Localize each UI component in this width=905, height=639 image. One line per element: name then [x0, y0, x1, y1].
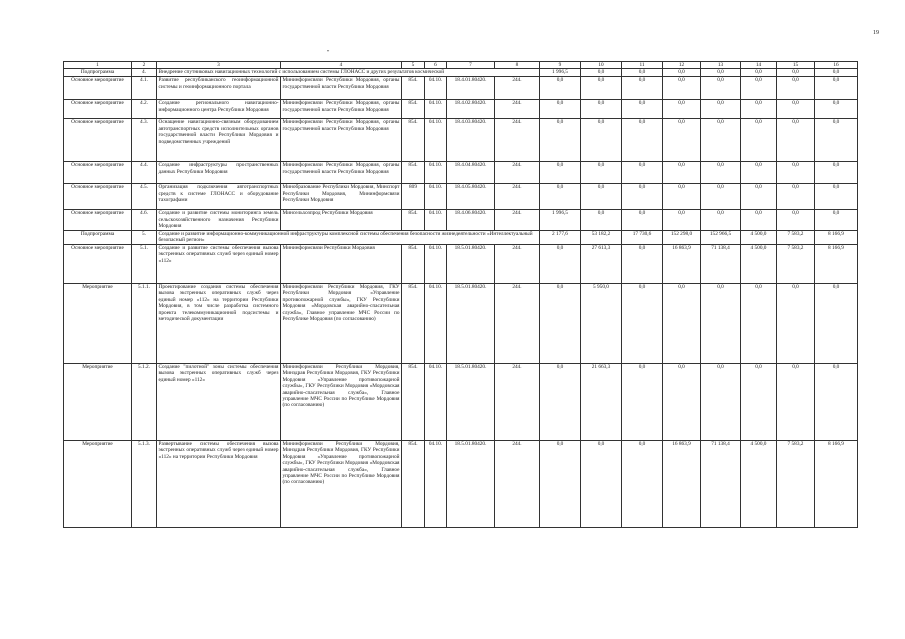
cell-c6: 04.10.: [425, 119, 447, 162]
header-cell: 3: [157, 62, 281, 69]
header-cell: 2: [132, 62, 157, 69]
cell-c6: 04.10.: [425, 244, 447, 283]
cell-c1: Основное мероприятие: [64, 162, 132, 184]
cell-c7: 18.5.01.80420.: [447, 363, 495, 440]
cell-c12: 0,0: [663, 119, 701, 162]
header-cell: 14: [741, 62, 777, 69]
header-cell: 15: [777, 62, 815, 69]
cell-c4: Мининформсвязи Республики Мордовия, органы государственной власти Республики Мордовия: [281, 77, 402, 100]
header-cell: 5: [402, 62, 425, 69]
cell-c10: 0,0: [581, 184, 622, 210]
cell-c14: 0,0: [741, 69, 777, 77]
cell-c8: 244.: [495, 210, 540, 230]
cell-c3: Оснащение навигационно-связным оборудованием автотранспортных средств исполнительных органов государственной власти Республики Мордовия и подведомственных учреждений: [157, 119, 281, 162]
cell-c16: 0,0: [815, 363, 858, 440]
cell-c5: 854.: [402, 77, 425, 100]
cell-c9: 0,0: [540, 283, 581, 363]
cell-c5: 809: [402, 184, 425, 210]
cell-c12: 16 863,9: [663, 244, 701, 283]
cell-c5: 854.: [402, 119, 425, 162]
table-row: [64, 162, 858, 184]
cell-c4: Минсельхозпрод Республики Мордовия: [281, 210, 402, 230]
cell-c10: 0,0: [581, 210, 622, 230]
cell-c10: 0,0: [581, 69, 622, 77]
cell-c3: Проектирование создания системы обеспечения вызова экстренных оперативных служб через единый номер «112» на территории Республики Мордовия, в том числе разработка системного проекта телекоммуникационной подсистемы и методической документации: [157, 283, 281, 363]
header-cell: 10: [581, 62, 622, 69]
cell-c14: 0,0: [741, 283, 777, 363]
cell-c2: 4.2.: [132, 100, 157, 119]
cell-c4: Мининформсвязи Республики Мордовия, ГКУ Республики Мордовия «Управление противопожарной службы», ГКУ Республики Мордовия «Мордовская аварийно-спасательная служба», Главное управление МЧС России по Республике Мордовия (по согласованию): [281, 283, 402, 363]
cell-c6: 04.10.: [425, 100, 447, 119]
cell-c13: 0,0: [701, 100, 741, 119]
cell-c2: 4.1.: [132, 77, 157, 100]
cell-c4: Минобразование Республики Мордовия, Минспорт Республики Мордовия, Мининформсвязи Республики Мордовия: [281, 184, 402, 210]
cell-c1: Мероприятие: [64, 363, 132, 440]
cell-c6: 04.10.: [425, 283, 447, 363]
cell-c12: 0,0: [663, 77, 701, 100]
cell-c1: Мероприятие: [64, 283, 132, 363]
table-row: [64, 100, 858, 119]
cell-c10: 0,0: [581, 162, 622, 184]
cell-c2: 5.1.3.: [132, 440, 157, 527]
header-cell: 11: [622, 62, 663, 69]
cell-c14: 0,0: [741, 363, 777, 440]
header-cell: 9: [540, 62, 581, 69]
cell-c16: 0,0: [815, 184, 858, 210]
cell-c12: 0,0: [663, 69, 701, 77]
table-row: [64, 283, 858, 363]
cell-c13: 0,0: [701, 162, 741, 184]
cell-c13: 0,0: [701, 283, 741, 363]
cell-c12: 152 298,0: [663, 230, 701, 244]
cell-c4: Мининформсвязи Республики Мордовия, Минздрав Республики Мордовия, ГКУ Республики Мордовия «Управление противопожарной службы», ГКУ Республики Мордовия «Мордовская аварийно-спасательная служба», Главное управление МЧС России по Республике Мордовия (по согласованию): [281, 363, 402, 440]
cell-c9: 0,0: [540, 363, 581, 440]
cell-c16: 0,0: [815, 162, 858, 184]
cell-c16: 8 166,9: [815, 440, 858, 527]
cell-c1: Мероприятие: [64, 440, 132, 527]
cell-c15: 0,0: [777, 119, 815, 162]
cell-c6: 04.10.: [425, 162, 447, 184]
cell-c15: 0,0: [777, 283, 815, 363]
cell-c16: 0,0: [815, 283, 858, 363]
cell-c12: 0,0: [663, 184, 701, 210]
cell-c5: 854.: [402, 100, 425, 119]
cell-c16: 0,0: [815, 100, 858, 119]
cell-c9: 0,0: [540, 440, 581, 527]
cell-c7: 18.5.01.80420.: [447, 244, 495, 283]
cell-c3: Организация подключения автотранспортных средств к системе ГЛОНАСС и оборудование тахографами: [157, 184, 281, 210]
cell-c11: 0,0: [622, 283, 663, 363]
table-row: [64, 440, 858, 527]
cell-c15: 7 583,2: [777, 440, 815, 527]
cell-c12: 0,0: [663, 210, 701, 230]
cell-c8: 244.: [495, 100, 540, 119]
budget-table: [63, 61, 858, 528]
cell-c13: 0,0: [701, 77, 741, 100]
cell-c2: 4.4.: [132, 162, 157, 184]
cell-c11: 0,0: [622, 210, 663, 230]
cell-c2: 4.5.: [132, 184, 157, 210]
cell-c6: 04.10.: [425, 440, 447, 527]
cell-c11: 0,0: [622, 184, 663, 210]
cell-c7: 18.4.06.80420.: [447, 210, 495, 230]
cell-c12: 0,0: [663, 100, 701, 119]
cell-c2: 4.6.: [132, 210, 157, 230]
cell-c5: 854.: [402, 162, 425, 184]
cell-c7: 18.4.05.80420.: [447, 184, 495, 210]
cell-c14: 0,0: [741, 119, 777, 162]
cell-c11: 0,0: [622, 244, 663, 283]
cell-c2: 5.1.1.: [132, 283, 157, 363]
scan-mark: ": [327, 50, 330, 56]
cell-c11: 0,0: [622, 77, 663, 100]
cell-c9: 1 996,5: [540, 210, 581, 230]
header-cell: 6: [425, 62, 447, 69]
cell-c15: 0,0: [777, 77, 815, 100]
table-row: [64, 69, 858, 77]
cell-c7: 18.4.03.80420.: [447, 119, 495, 162]
cell-c8: 244.: [495, 363, 540, 440]
cell-c1: Основное мероприятие: [64, 119, 132, 162]
cell-c15: 0,0: [777, 184, 815, 210]
cell-c7: 18.4.04.80420.: [447, 162, 495, 184]
cell-c14: 0,0: [741, 77, 777, 100]
cell-c1: Подпрограмма: [64, 69, 132, 77]
cell-c11: 0,0: [622, 69, 663, 77]
cell-c5: 854.: [402, 283, 425, 363]
cell-c4: Мининформсвязи Республики Мордовия, Минздрав Республики Мордовия, ГКУ Республики Мордовия «Управление противопожарной службы», ГКУ Республики Мордовия «Мордовская аварийно-спасательная служба», Главное управление МЧС России по Республике Мордовия (по согласованию): [281, 440, 402, 527]
cell-c3: Развертывание системы обеспечения вызова экстренных оперативных служб через единый номер «112» на территории Республики Мордовия: [157, 440, 281, 527]
cell-c5: 854.: [402, 210, 425, 230]
cell-c1: Основное мероприятие: [64, 244, 132, 283]
cell-c9: 2 177,6: [540, 230, 581, 244]
table-row: [64, 230, 858, 244]
page-number: 19: [873, 30, 879, 36]
cell-c11: 0,0: [622, 119, 663, 162]
cell-c9: 0,0: [540, 244, 581, 283]
cell-c1: Основное мероприятие: [64, 210, 132, 230]
cell-c9: 1 996,5: [540, 69, 581, 77]
cell-c5: 854.: [402, 440, 425, 527]
cell-c9: 0,0: [540, 119, 581, 162]
cell-c16: 8 166,9: [815, 244, 858, 283]
cell-c16: 0,0: [815, 210, 858, 230]
cell-c15: 0,0: [777, 162, 815, 184]
header-cell: 8: [495, 62, 540, 69]
cell-c11: 0,0: [622, 162, 663, 184]
cell-c3: Создание инфраструктуры пространственных данных Республики Мордовия: [157, 162, 281, 184]
cell-c13: 0,0: [701, 184, 741, 210]
cell-c1: Подпрограмма: [64, 230, 132, 244]
cell-c10: 27 613,3: [581, 244, 622, 283]
cell-c15: 0,0: [777, 363, 815, 440]
cell-c3: Создание "пилотной" зоны системы обеспечения вызова экстренных оперативных служб через единый номер «112»: [157, 363, 281, 440]
cell-c6: 04.10.: [425, 184, 447, 210]
cell-c1: Основное мероприятие: [64, 77, 132, 100]
cell-span_text: Создание и развитие информационно-коммуникационной инфраструктуры комплексной системы обеспечения безопасности жизнедеятельности «Интеллектуальный безопасный регион»: [157, 230, 540, 244]
cell-c12: 0,0: [663, 363, 701, 440]
table-row: [64, 184, 858, 210]
cell-c8: 244.: [495, 244, 540, 283]
cell-span_text: Внедрение спутниковых навигационных технологий с использованием системы ГЛОНАСС и других результатов космической: [157, 69, 540, 77]
table-row: [64, 210, 858, 230]
cell-c14: 4 500,0: [741, 230, 777, 244]
cell-c14: 0,0: [741, 162, 777, 184]
header-cell: 16: [815, 62, 858, 69]
cell-c13: 0,0: [701, 119, 741, 162]
header-cell: 12: [663, 62, 701, 69]
cell-c13: 0,0: [701, 363, 741, 440]
cell-c6: 04.10.: [425, 77, 447, 100]
cell-c15: 0,0: [777, 100, 815, 119]
cell-c10: 0,0: [581, 440, 622, 527]
cell-c2: 4.3.: [132, 119, 157, 162]
cell-c10: 0,0: [581, 100, 622, 119]
cell-c7: 18.5.01.80420.: [447, 283, 495, 363]
table-row: [64, 363, 858, 440]
cell-c1: Основное мероприятие: [64, 100, 132, 119]
cell-c2: 5.1.2.: [132, 363, 157, 440]
cell-c10: 53 182,2: [581, 230, 622, 244]
cell-c4: Мининформсвязи Республики Мордовия, органы государственной власти Республики Мордовия: [281, 119, 402, 162]
table-row: [64, 77, 858, 100]
cell-c11: 0,0: [622, 100, 663, 119]
cell-c9: 0,0: [540, 100, 581, 119]
cell-c14: 0,0: [741, 210, 777, 230]
cell-c13: 71 138,4: [701, 244, 741, 283]
cell-c10: 0,0: [581, 77, 622, 100]
cell-c12: 16 863,9: [663, 440, 701, 527]
cell-c7: 18.4.02.80420.: [447, 100, 495, 119]
cell-c9: 0,0: [540, 162, 581, 184]
cell-c16: 8 166,9: [815, 230, 858, 244]
header-row: [64, 62, 858, 69]
cell-c14: 4 500,0: [741, 440, 777, 527]
cell-c16: 0,0: [815, 77, 858, 100]
cell-c12: 0,0: [663, 283, 701, 363]
cell-c2: 4.: [132, 69, 157, 77]
table-row: [64, 244, 858, 283]
cell-c6: 04.10.: [425, 210, 447, 230]
cell-c3: Развитие республиканского геоинформационной системы и геоинформационного портала: [157, 77, 281, 100]
cell-c15: 7 583,2: [777, 244, 815, 283]
cell-c15: 7 583,2: [777, 230, 815, 244]
cell-c16: 0,0: [815, 69, 858, 77]
cell-c12: 0,0: [663, 162, 701, 184]
header-cell: 13: [701, 62, 741, 69]
cell-c10: 21 663,3: [581, 363, 622, 440]
cell-c11: 0,0: [622, 363, 663, 440]
cell-c5: 854.: [402, 363, 425, 440]
cell-c4: Мининформсвязи Республики Мордовия: [281, 244, 402, 283]
cell-c11: 0,0: [622, 440, 663, 527]
cell-c8: 244.: [495, 184, 540, 210]
cell-c14: 0,0: [741, 184, 777, 210]
cell-c8: 244.: [495, 162, 540, 184]
cell-c7: 18.5.01.80420.: [447, 440, 495, 527]
cell-c8: 244.: [495, 440, 540, 527]
cell-c13: 0,0: [701, 210, 741, 230]
cell-c4: Мининформсвязи Республики Мордовия, органы государственной власти Республики Мордовия: [281, 100, 402, 119]
cell-c2: 5.1.: [132, 244, 157, 283]
cell-c11: 17 730,6: [622, 230, 663, 244]
cell-c9: 0,0: [540, 184, 581, 210]
cell-c15: 0,0: [777, 210, 815, 230]
header-cell: 4: [281, 62, 402, 69]
cell-c3: Создание и развитие системы мониторинга земель сельскохозяйственного назначения Республики Мордовия: [158, 210, 279, 230]
cell-c10: 0,0: [581, 119, 622, 162]
cell-c15: 0,0: [777, 69, 815, 77]
cell-c8: 244.: [495, 77, 540, 100]
cell-c4: Мининформсвязи Республики Мордовия, органы государственной власти Республики Мордовия: [281, 162, 402, 184]
header-cell: 1: [64, 62, 132, 69]
cell-c3: Создание и развитие системы обеспечения вызова экстренных оперативных служб через единый номер «112»: [157, 244, 281, 283]
cell-c2: 5.: [132, 230, 157, 244]
cell-c13: 0,0: [701, 69, 741, 77]
cell-c6: 04.10.: [425, 363, 447, 440]
cell-c8: 244.: [495, 283, 540, 363]
cell-c7: 18.4.01.80420.: [447, 77, 495, 100]
cell-c5: 854.: [402, 244, 425, 283]
cell-c14: 0,0: [741, 100, 777, 119]
cell-c8: 244.: [495, 119, 540, 162]
table-row: [64, 119, 858, 162]
cell-c16: 0,0: [815, 119, 858, 162]
cell-c9: 0,0: [540, 77, 581, 100]
cell-c3: Создание регионального навигационно-информационного центра Республики Мордовия: [157, 100, 281, 119]
cell-c1: Основное мероприятие: [64, 184, 132, 210]
cell-c10: 5 950,0: [581, 283, 622, 363]
cell-c14: 4 500,0: [741, 244, 777, 283]
cell-c13: 71 138,4: [701, 440, 741, 527]
header-cell: 7: [447, 62, 495, 69]
cell-c13: 152 966,5: [701, 230, 741, 244]
